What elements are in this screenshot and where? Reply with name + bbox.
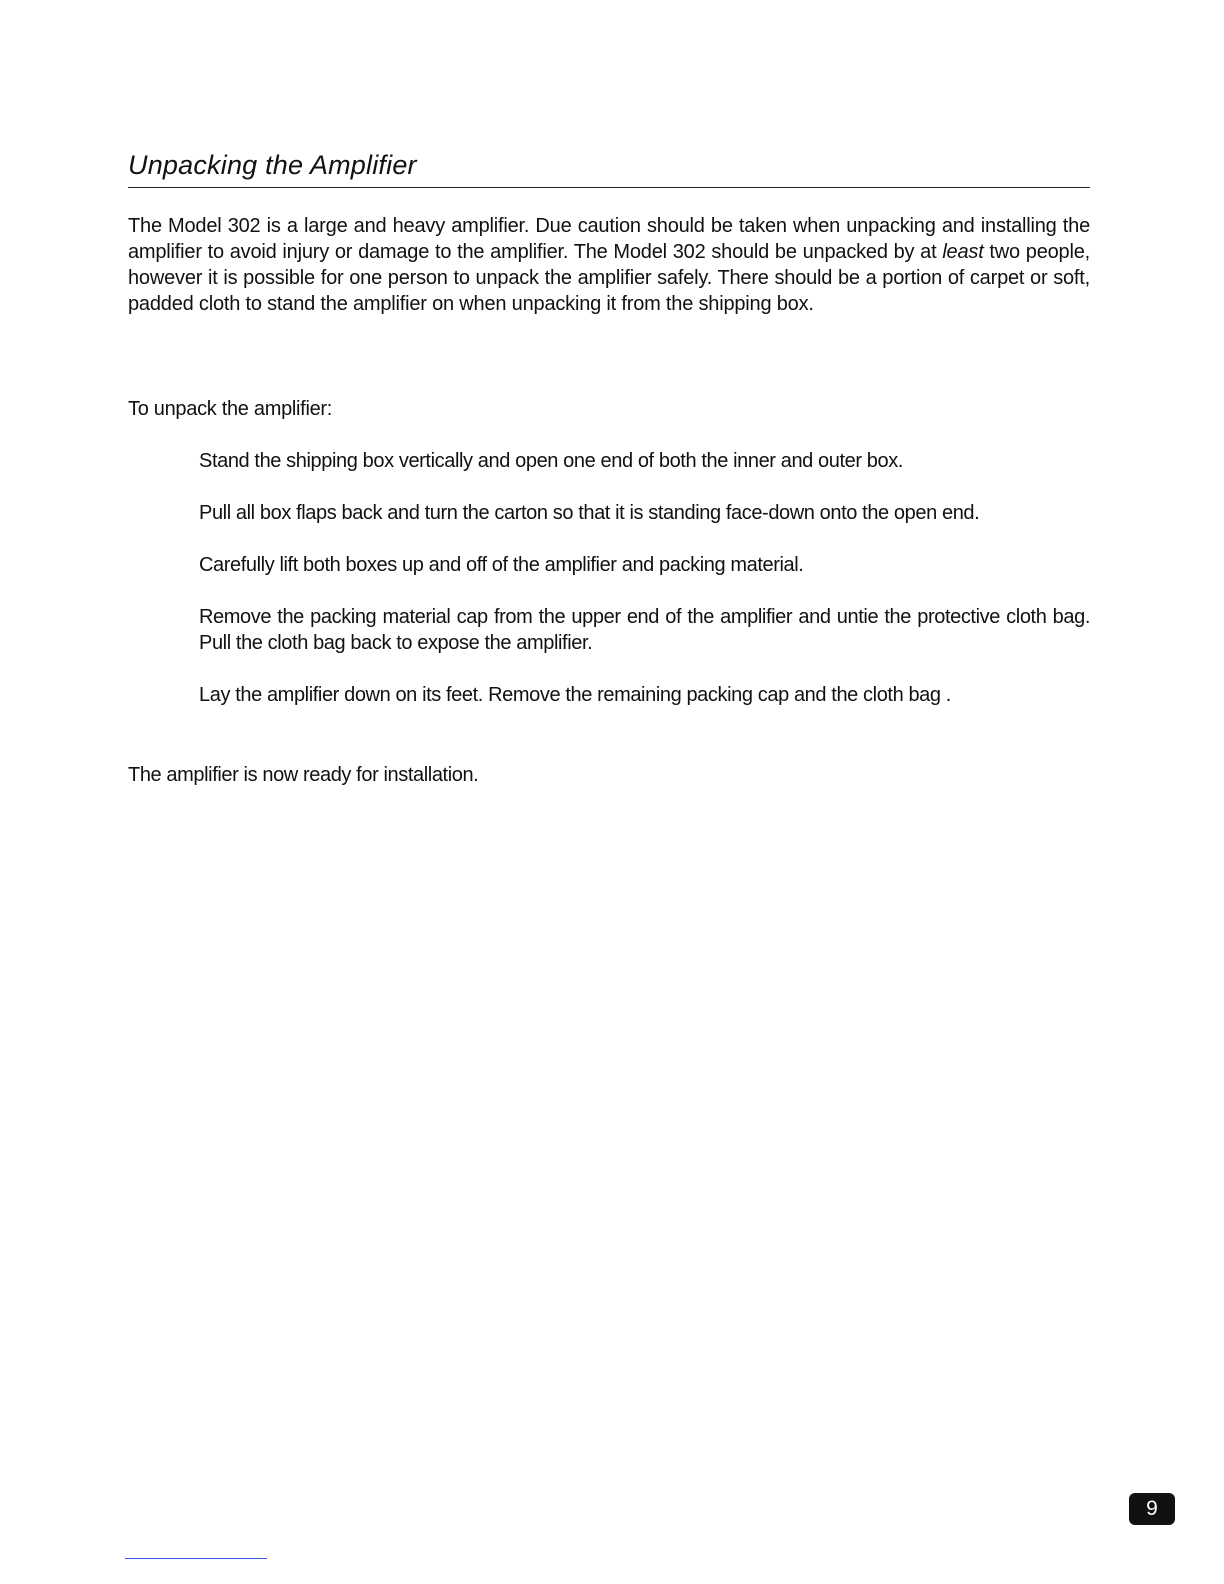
- procedure-step: Carefully lift both boxes up and off of the amplifier and packing material.: [199, 554, 804, 576]
- section-heading: Unpacking the Amplifier: [128, 150, 417, 180]
- intro-text-start: The Model 302 is a large and heavy amplifier. Due caution should be taken when unpacking and installing the amplifier to avoid injury or damage to the amplifier. The Model 302 should be unpacked by at: [128, 215, 1090, 263]
- procedure-step: Stand the shipping box vertically and open one end of both the inner and outer box.: [199, 450, 903, 472]
- procedure-step: Lay the amplifier down on its feet. Remove the remaining packing cap and the cloth bag .: [199, 684, 951, 706]
- intro-text-end: two people, however it is possible for one person to unpack the amplifier safely. There should be a portion of carpet or soft, padded cloth to stand the amplifier on when unpacking it from the shipping box.: [128, 241, 1090, 315]
- intro-paragraph: [128, 213, 1090, 317]
- page-number-badge: 9: [1129, 1493, 1175, 1525]
- closing-statement: The amplifier is now ready for installation.: [128, 764, 479, 786]
- procedure-step: Remove the packing material cap from the upper end of the amplifier and untie the protective cloth bag. Pull the cloth bag back to expose the amplifier.: [199, 606, 1090, 654]
- procedure-lead: To unpack the amplifier:: [128, 398, 333, 420]
- procedure-step: Pull all box flaps back and turn the carton so that it is standing face-down onto the open end.: [199, 502, 980, 524]
- procedure-steps: [199, 448, 1090, 734]
- intro-emphasis: least: [942, 241, 984, 263]
- heading-rule: [128, 187, 1090, 188]
- footer-rule: [125, 1558, 267, 1559]
